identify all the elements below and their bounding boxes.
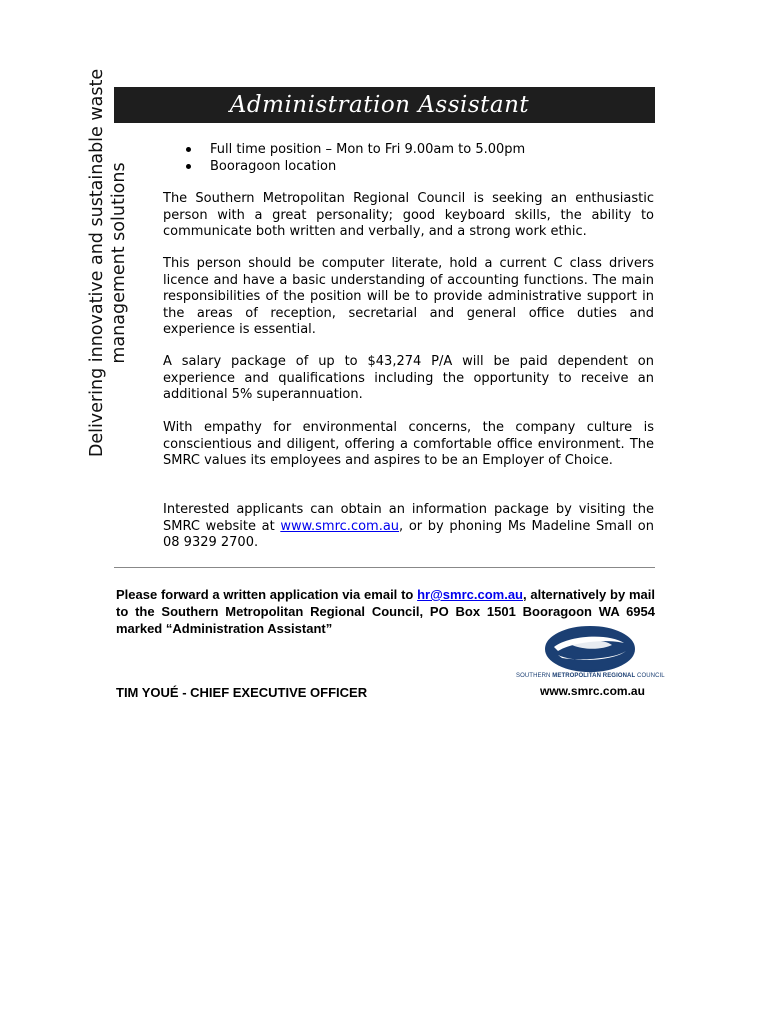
paragraph-requirements: This person should be computer literate, hold a current C class drivers licence and have a basic understanding of accounting functions. The main responsibilities of the position will be to provide administrative support in the areas of reception, secretarial and general office duties and experience is essential.: [163, 256, 654, 337]
website-link[interactable]: www.smrc.com.au: [280, 518, 400, 534]
email-link[interactable]: hr@smrc.com.au: [417, 587, 523, 602]
tagline-line-2: management solutions: [109, 162, 129, 364]
bullet-dot-icon: [186, 164, 191, 169]
bullet-item: Booragoon location: [186, 158, 525, 175]
signoff: TIM YOUÉ - CHIEF EXECUTIVE OFFICER: [116, 685, 368, 700]
job-highlights-list: [186, 141, 525, 175]
tagline-line-1: Delivering innovative and sustainable waste: [87, 68, 107, 458]
paragraph-contact: Interested applicants can obtain an information package by visiting the SMRC website at www.smrc.com.au, or by phoning Ms Madeline Small on 08 9329 2700.: [163, 502, 654, 550]
paragraph-intro: The Southern Metropolitan Regional Council is seeking an enthusiastic person with a great personality; good keyboard skills, the ability to communicate both written and verbally, and a strong work ethic.: [163, 191, 654, 239]
vertical-tagline: [86, 0, 130, 533]
logo-url: www.smrc.com.au: [540, 684, 645, 698]
title-banner: [114, 87, 655, 123]
bullet-item: Full time position – Mon to Fri 9.00am to 5.00pm: [186, 141, 525, 158]
application-instructions: Please forward a written application via email to hr@smrc.com.au, alternatively by mail to the Southern Metropolitan Regional Council, PO Box 1501 Booragoon WA 6954 marked “Administration Assistant”: [116, 587, 655, 636]
divider: [114, 567, 655, 568]
page-title: Administration Assistant: [229, 92, 530, 118]
paragraph-salary: A salary package of up to $43,274 P/A will be paid dependent on experience and qualifications including the opportunity to receive an additional 5% superannuation.: [163, 354, 654, 402]
bullet-dot-icon: [186, 147, 191, 152]
logo-caption: SOUTHERN METROPOLITAN REGIONAL COUNCIL: [516, 673, 665, 679]
paragraph-culture: With empathy for environmental concerns, the company culture is conscientious and diligent, offering a comfortable office environment. The SMRC values its employees and aspires to be an Employer of Choice.: [163, 420, 654, 468]
